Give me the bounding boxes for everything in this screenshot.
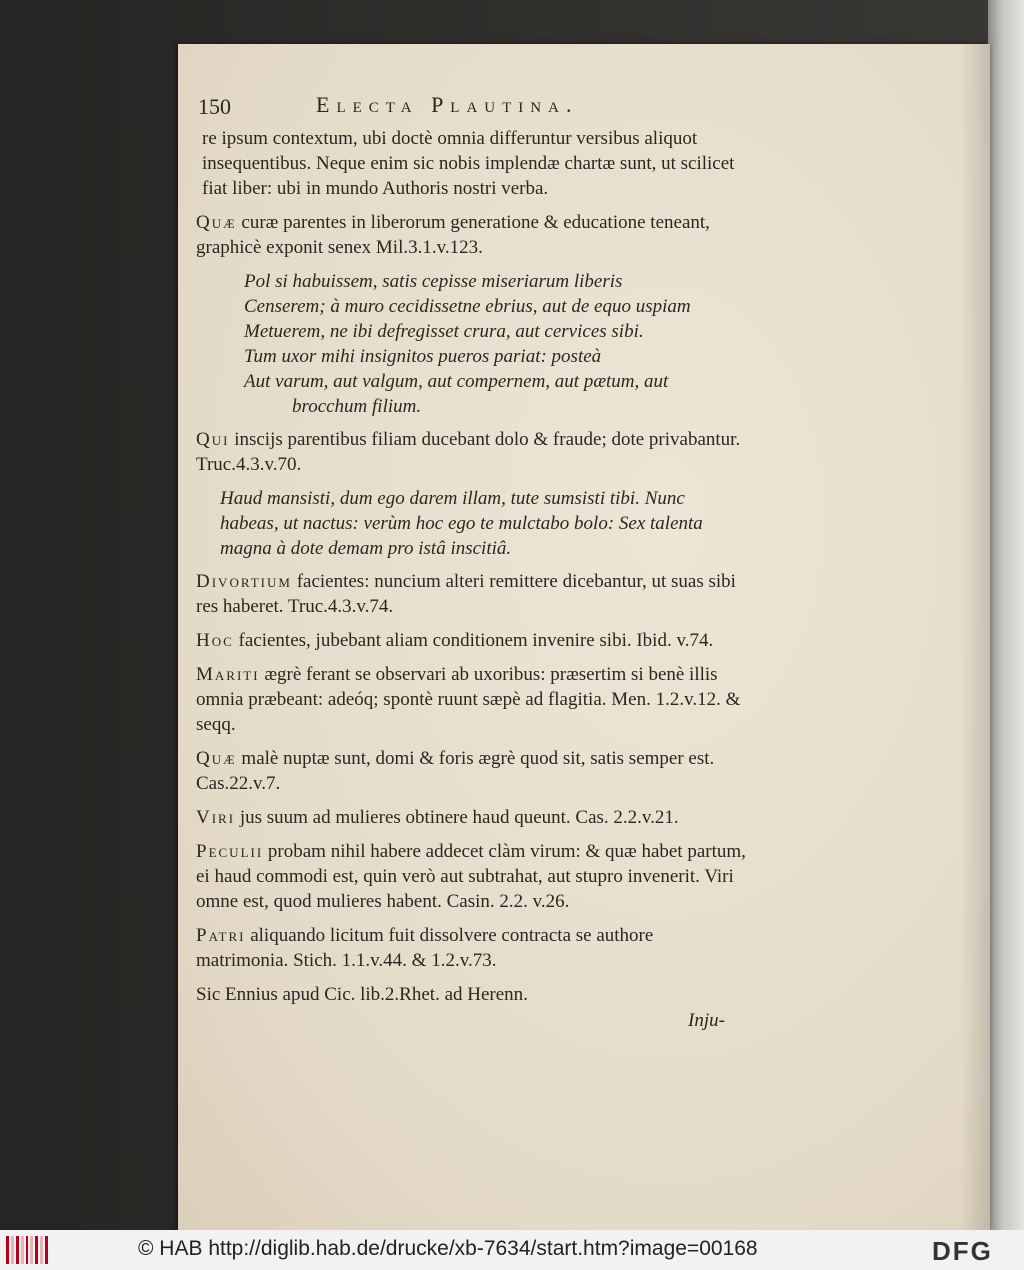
paragraph-lead: Peculii [196, 841, 264, 862]
verse-quote: Haud mansisti, dum ego darem illam, tute sumsisti tibi. Nunc habeas, ut nactus: verùm hoc ego te mulctabo bolo: Sex talenta magna à dote demam pro istâ inscitiâ. [220, 488, 703, 559]
paragraph-lead: Qui [196, 429, 230, 450]
paragraph: Sic Ennius apud Cic. lib.2.Rhet. ad Herenn. [196, 984, 528, 1005]
footer-bar [0, 1230, 1024, 1270]
paragraph: Peculii probam nihil habere addecet clàm virum: & quæ habet partum, ei haud commodi est, quin verò aut subtrahat, aut stupro invenerit. Viri omne est, quod mulieres habent. Casin. 2.2. v.26. [196, 841, 746, 912]
paragraph-lead: Mariti [196, 664, 260, 685]
paragraph-lead: Patri [196, 925, 246, 946]
paragraph-lead: Quæ [196, 212, 237, 233]
hab-logo-icon[interactable] [6, 1236, 48, 1264]
verse-line: Aut varum, aut valgum, aut compernem, aut pætum, aut [244, 371, 669, 392]
verse-quote [196, 269, 748, 419]
verse-line: brocchum filium. [292, 396, 422, 417]
verse-line: Tum uxor mihi insignitos pueros pariat: posteà [244, 346, 602, 367]
paragraph: Quæ curæ parentes in liberorum generatione & educatione teneant, graphicè exponit senex Mil.3.1.v.123. [196, 212, 710, 258]
paragraph: Qui inscijs parentibus filiam ducebant dolo & fraude; dote privabantur. Truc.4.3.v.70. [196, 429, 741, 475]
verse-line: Metuerem, ne ibi defregisset crura, aut cervices sibi. [244, 321, 644, 342]
paragraph-lead: Viri [196, 807, 236, 828]
source-url-link[interactable]: © HAB http://diglib.hab.de/drucke/xb-7634/start.htm?image=00168 [138, 1237, 758, 1260]
page-shadow [960, 44, 990, 1230]
verse-line: Censerem; à muro cecidissetne ebrius, aut de equo uspiam [244, 296, 691, 317]
page-number: 150 [198, 94, 231, 119]
paragraph-lead: Quæ [196, 748, 237, 769]
paragraph: Mariti ægrè ferant se observari ab uxoribus: præsertim si benè illis omnia præbeant: adeóq; spontè ruunt sæpè ad flagitia. Men. 1.2.v.12. & seqq. [196, 664, 741, 735]
paragraph: Hoc facientes, jubebant aliam conditionem invenire sibi. Ibid. v.74. [196, 630, 714, 651]
paragraph: Patri aliquando licitum fuit dissolvere contracta se authore matrimonia. Stich. 1.1.v.44. & 1.2.v.73. [196, 925, 654, 971]
page-header [198, 90, 758, 122]
adjacent-page-edge [988, 0, 1024, 1230]
paragraph-lead: Divortium [196, 571, 292, 592]
running-title: Electa Plautina. [316, 92, 579, 117]
page-content [196, 126, 748, 1016]
catchword: Inju- [688, 1010, 725, 1031]
dfg-logo-icon[interactable]: DFG [932, 1236, 993, 1266]
paragraph-continuation: re ipsum contextum, ubi doctè omnia differuntur versibus aliquot insequentibus. Neque enim sic nobis implendæ chartæ sunt, ut scilicet fiat liber: ubi in mundo Authoris nostri verba. [202, 128, 735, 199]
paragraph-lead: Hoc [196, 630, 234, 651]
paragraph: Viri jus suum ad mulieres obtinere haud queunt. Cas. 2.2.v.21. [196, 807, 679, 828]
verse-line: Pol si habuissem, satis cepisse miseriarum liberis [244, 271, 623, 292]
paragraph: Quæ malè nuptæ sunt, domi & foris ægrè quod sit, satis semper est. Cas.22.v.7. [196, 748, 715, 794]
paragraph: Divortium facientes: nuncium alteri remittere dicebantur, ut suas sibi res haberet. Truc.4.3.v.74. [196, 571, 736, 617]
